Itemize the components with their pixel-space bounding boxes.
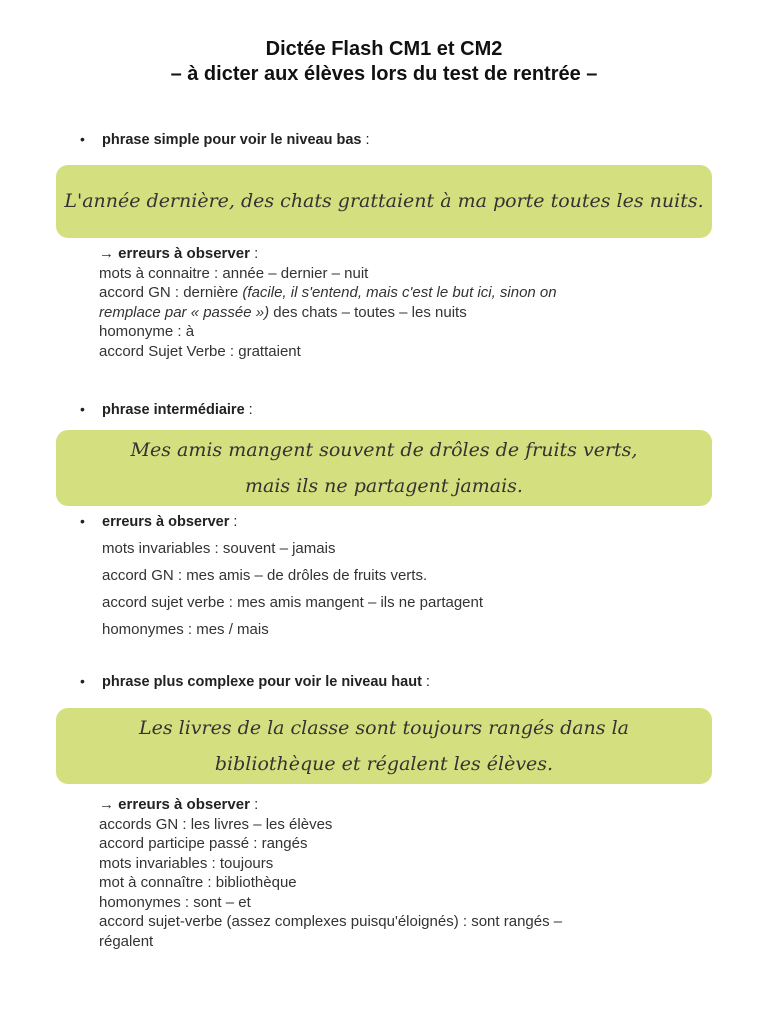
error-line: homonyme : à <box>99 323 195 340</box>
error-line: mots invariables : souvent – jamais <box>102 540 336 557</box>
page-title: Dictée Flash CM1 et CM2 <box>265 38 503 60</box>
errors-heading <box>99 244 557 264</box>
errors-suffix: : <box>249 245 259 262</box>
section1-heading-text: phrase simple pour voir le niveau bas <box>102 132 362 148</box>
section2-errors <box>102 535 483 643</box>
errors-label: erreurs à observer <box>118 245 250 262</box>
error-line: accord participe passé : rangés <box>99 835 308 852</box>
dictation-sentence-3-line2: bibliothèque et régalent les élèves. <box>214 753 554 775</box>
error-line: accord GN : mes amis – de drôles de fruits verts. <box>102 567 428 584</box>
dictation-sentence-2-line1: Mes amis mangent souvent de drôles de fruits verts, <box>130 439 638 461</box>
errors-label: erreurs à observer <box>102 514 230 530</box>
section3-heading <box>80 673 430 690</box>
dictation-sentence-1: L'année dernière, des chats grattaient à ma porte toutes les nuits. <box>64 190 704 212</box>
errors-suffix: : <box>249 796 259 813</box>
error-line: accord sujet verbe : mes amis mangent – ils ne partagent <box>102 594 484 611</box>
bullet-icon: • <box>80 401 85 417</box>
dictation-sentence-3-line1: Les livres de la classe sont toujours rangés dans la <box>139 717 629 739</box>
bullet-icon: • <box>80 131 85 147</box>
errors-label: erreurs à observer <box>118 796 250 813</box>
section3-heading-suffix: : <box>421 674 430 690</box>
section2-heading-text: phrase intermédiaire <box>102 402 245 418</box>
error-line: homonymes : sont – et <box>99 893 251 911</box>
dictation-sentence-box-2 <box>56 430 712 506</box>
arrow-icon: → <box>99 796 119 813</box>
error-line-text: accord GN : dernière <box>99 284 243 301</box>
page-subtitle: – à dicter aux élèves lors du test de rentrée – <box>170 63 598 85</box>
error-line-note: remplace par « passée ») <box>99 303 270 321</box>
error-line <box>99 303 557 323</box>
dictation-sentence-box-1 <box>56 165 712 238</box>
error-line: accord sujet-verbe (assez complexes puisqu'éloignés) : sont rangés – <box>99 913 563 930</box>
section2-heading <box>80 401 253 418</box>
error-line: accords GN : les livres – les élèves <box>99 815 333 833</box>
error-line <box>99 283 557 303</box>
error-line: régalent <box>99 932 154 950</box>
section3-heading-text: phrase plus complexe pour voir le niveau haut <box>102 674 422 690</box>
error-line-text: des chats – toutes – les nuits <box>269 303 467 321</box>
error-line: accord Sujet Verbe : grattaient <box>99 342 301 360</box>
errors-suffix: : <box>229 514 238 530</box>
errors-heading <box>99 795 562 815</box>
dictation-sentence-box-3 <box>56 708 712 784</box>
arrow-icon: → <box>99 245 119 262</box>
error-line: mots invariables : toujours <box>99 854 274 872</box>
section1-errors <box>99 244 557 361</box>
bullet-icon: • <box>80 513 85 529</box>
bullet-icon: • <box>80 673 85 689</box>
section1-heading <box>80 131 370 148</box>
error-line-note: (facile, il s'entend, mais c'est le but ici, sinon on <box>242 284 557 301</box>
section1-heading-suffix: : <box>361 132 370 148</box>
dictation-sentence-2-line2: mais ils ne partagent jamais. <box>245 475 523 497</box>
section3-errors <box>99 795 562 951</box>
error-line: homonymes : mes / mais <box>102 621 269 638</box>
error-line: mot à connaître : bibliothèque <box>99 874 297 891</box>
section2-heading-suffix: : <box>244 402 253 418</box>
section2-errors-heading <box>80 513 237 530</box>
error-line: mots à connaitre : année – dernier – nuit <box>99 264 369 282</box>
